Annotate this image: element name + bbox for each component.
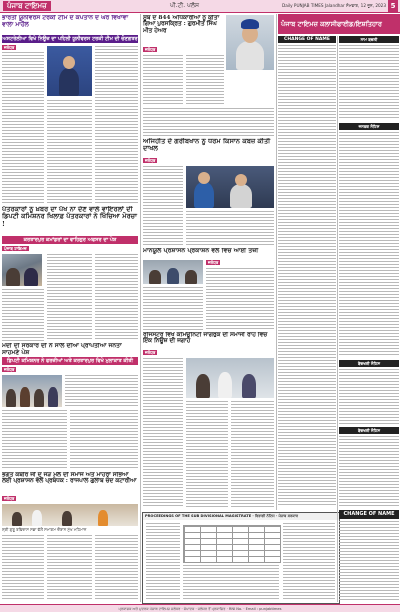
classified-column-2e xyxy=(339,521,399,601)
column-divider xyxy=(276,14,277,510)
center-story-1-col2 xyxy=(186,55,224,105)
event-photo xyxy=(2,375,62,407)
left-story-3-col1 xyxy=(65,375,138,407)
center-byline-1 xyxy=(143,47,183,53)
left-headline-4: ਭਗਤ ਕਬੀਰ ਜੀ ਦੇ ਜੋੜ ਮੇਲੇ ਦੀ ਸਮਾਜ ਅਤੇ ਮਾਹਰਾਂ ਸੱਭਿਆ ਲਈ ਪ੍ਰਸ਼ਾਸਨ ਵੱਲੋਂ ਪ੍ਰਬੰਧਕ : ਰਾਜਪਾਲ ਗੁਲਾਬ ਚੰਦ ਕਟਾਰੀਆ xyxy=(2,472,137,485)
left-story-1-col1 xyxy=(2,52,44,204)
notice-heading-1: ਨਾਮ ਬਦਲੀ xyxy=(339,36,399,43)
byline-label: ਜਲੰਧਰ xyxy=(4,367,15,372)
left-story-4-col3 xyxy=(95,535,138,601)
byline-label: ਜਲੰਧਰ xyxy=(145,350,156,355)
left-kicker-3: ਡਿਪਟੀ ਕਮਿਸ਼ਨਰ ਨੇ ਫਰਜ਼ੀਆਂ ਅਤੇ ਕਰਤਾਰਪੁਰ ਵਿਖੇ ਮੁਲਾਕਾਤ ਕੀਤੀ xyxy=(2,357,138,365)
left-story-4-col1 xyxy=(2,535,44,601)
section-name: ਪੀ.ਟੀ. ਪਲੱਸ xyxy=(170,2,199,9)
center-byline-2 xyxy=(143,158,183,164)
classified-masthead xyxy=(278,14,400,34)
left-byline-4 xyxy=(2,496,42,502)
center-story-4-col2 xyxy=(186,401,228,508)
center-story-4-col1 xyxy=(143,358,183,508)
classified-title: ਪੰਜਾਬ ਟਾਇਮਜ਼ ਕਲਾਸੀਫਾਈਡ/ਇਸ਼ਤਿਹਾਰ xyxy=(281,20,382,28)
gathering-photo xyxy=(186,358,274,398)
public-notice-ad xyxy=(142,512,340,604)
left-headline-3: ਮੋਦੀ ਦੀ ਸਰਕਾਰ ਦੀ ਨੌ ਸਾਲ ਦੀਆਂ ਪ੍ਰਾਪਤੀਆਂ ਜਨਤਾ ਸਾਹਮਣੇ ਪੇਸ਼ xyxy=(2,343,122,356)
center-byline-4 xyxy=(143,350,183,356)
center-headline-2: ਅਜਿਹੀਤ ਦੇ ਗਰੀਬਖਾਨ ਨੂੰ ਧਰਮ ਕਿਸਾਨ ਕਬਜ਼ ਕੀਤੀ ਦਾਖਲ xyxy=(143,138,271,153)
notice-heading-2: ਜਨਤਕ ਨੋਟਿਸ xyxy=(339,123,399,130)
left-headline-2: ਪੱਤਰਕਾਰਾਂ ਨੂੰ ਖ਼ਬਰ ਦਾ ਪੱਖ ਨਾ ਦੇਣ ਵਾਲੇ ਵਾਇਰਲਾਂ ਦੀ ਡਿਪਟੀ ਕਮਿਸ਼ਨਰ ਖਿਲਾਫ਼ ਪੱਤਰਕਾਰਾਂ ਨੇ ਖਿੱਚਿਆ ਮੋਰਚਾ ! xyxy=(2,206,137,228)
byline-label: ਜਲੰਧਰ xyxy=(208,260,219,265)
page-header xyxy=(0,0,400,13)
ceremony-photo xyxy=(2,504,138,526)
journalists-photo xyxy=(2,254,42,286)
classified-column-2c xyxy=(339,369,399,424)
byline-label: ਪੰਜਾਬ ਟਾਇਮਜ਼ xyxy=(4,246,27,251)
left-byline-1 xyxy=(2,45,42,51)
classified-column-2a xyxy=(339,45,399,120)
left-byline-2 xyxy=(2,246,62,252)
left-kicker-2: ਕਰਤਾਰਪੁਰ ਕਮਾਂਡਰਾਂ ਦਾ ਵਾਹਿਗੁਰ ਅਫਸਰ ਦਾ ਪੇਸ਼ xyxy=(2,236,138,244)
center-headline-1: ਸੂਬੇ ਦੇ 844 ਅਧਿਕਾਰੀਆਂ ਨੂੰ ਕੀਤਾ ਗਿਆ ਪੁਰਸਕ੍ਰਿਤ : ਗੁਰਮੀਤ ਸਿੰਘ ਮੀਤ ਹੇਅਰ xyxy=(143,15,220,34)
team-photo xyxy=(47,46,92,96)
left-story-3-col2 xyxy=(2,410,67,470)
left-kicker-1: ਅਸਟਰੇਲੀਆ ਵਿਖੇ ਨਿਊਜ਼ ਦਾ ਪਹਿਲੀ ਯੂਨੀਵਰਸ ਟਰਕੀ ਟੀਮ ਦੀ ਚੋਣਗਤਰ xyxy=(2,36,138,42)
meeting-photo xyxy=(143,260,203,284)
notice-heading-3: ਬੇਦਖਲੀ ਨੋਟਿਸ xyxy=(339,360,399,367)
change-of-name-heading-2: CHANGE OF NAME xyxy=(339,510,399,519)
ad-heading: PROCEEDINGS OF THE SUB DIVISIONAL MAGISTRATE · ਵਿਭਾਗੀ ਨੋਟਿਸ · ਪੰਜਾਬ ਸਰਕਾਰ xyxy=(143,513,339,520)
left-story-2-col1 xyxy=(2,289,44,341)
left-photo-caption-4: ਸ਼੍ਰੀ ਗੁਰੂ ਰਵਿਦਾਸ ਸਭਾ ਵੱਲੋਂ ਸਮਾਗਮ ਦੌਰਾਨ ਮੁੱਖ ਮਹਿਮਾਨ xyxy=(2,527,87,532)
left-story-3-col3 xyxy=(70,410,138,470)
left-headline-1: ਭਾਰਤੀ ਯੂਨੀਵਰਸ ਟਰਕੀ ਟੀਮ ਦੇ ਕਪਤਾਨ ਦੇ ਘਰ ਵਿਖਾਵਾ ਵਾਲਾ ਮਾਹੌਲ xyxy=(2,15,129,28)
center-story-1-cont xyxy=(143,108,274,136)
center-story-1-col1 xyxy=(143,55,183,105)
left-story-2-col3 xyxy=(95,254,138,341)
byline-label: ਜਲੰਧਰ xyxy=(4,45,15,50)
center-story-3-col2 xyxy=(206,268,274,330)
notice-heading-4: ਬੇਦਖਲੀ ਨੋਟਿਸ xyxy=(339,427,399,434)
column-divider xyxy=(140,14,141,602)
change-of-name-heading: CHANGE OF NAME xyxy=(278,36,336,43)
column-divider xyxy=(337,36,338,602)
imprint-footer: ਪ੍ਰਕਾਸ਼ਕ ਅਤੇ ਮੁਦਰਕ ਪੰਜਾਬ ਟਾਇਮਜ਼ ਜਲੰਧਰ · ਸੰਪਾਦਕ · ਜਲੰਧਰ ਤੋਂ ਪ੍ਰਕਾਸ਼ਿਤ · RNI No. · Email : punjabtimes xyxy=(0,604,400,612)
center-headline-4: ਰਜਿਸਟਰ ਵਿਖੇ ਕਮਿਊਨਿਟੀ ਜਾਗਰੁਕ ਦੀ ਸਮਾਜੀ ਰਾਹ ਵਿੱਚ ਇੱਕ ਨਿਊਜ਼ ਦੀ ਜਗਾਹ xyxy=(143,332,268,345)
left-byline-3 xyxy=(2,367,42,373)
byline-label: ਜਲੰਧਰ xyxy=(4,496,15,501)
center-story-3-col1 xyxy=(143,287,203,330)
left-story-2-col2 xyxy=(47,254,92,341)
classified-column-2d xyxy=(339,436,399,507)
center-story-2-col1 xyxy=(143,166,183,246)
classified-column-1 xyxy=(278,45,336,507)
left-story-1-col3 xyxy=(95,46,138,204)
office-photo xyxy=(186,166,274,208)
minister-photo xyxy=(226,15,274,70)
classified-column-2b xyxy=(339,132,399,357)
center-headline-3: ਮਾਨਯੂਲ ਪ੍ਰਸ਼ਾਸਨ ਪ੍ਰਕਾਸ਼ਨ ਵੱਲੋਂ ਵਿੱਚ ਆਈ ਤੇਜ਼ੀ xyxy=(143,248,259,254)
left-story-4-col2 xyxy=(47,535,92,601)
byline-label: ਜਲੰਧਰ xyxy=(145,47,156,52)
left-story-1-col2 xyxy=(47,100,92,204)
center-byline-3 xyxy=(206,260,246,266)
page-number: 5 xyxy=(388,0,398,12)
byline-label: ਜਲੰਧਰ xyxy=(145,158,156,163)
center-story-2-col2 xyxy=(186,211,274,246)
edition-date: Daily PUNJAB TIMES Jalandhar ਸੋਮਵਾਰ, 12 ਜੂਨ, 2023 xyxy=(282,3,386,8)
masthead-logo: ਪੰਜਾਬ ਟਾਇਮਜ਼ xyxy=(3,1,51,11)
center-story-4-col3 xyxy=(231,401,274,508)
